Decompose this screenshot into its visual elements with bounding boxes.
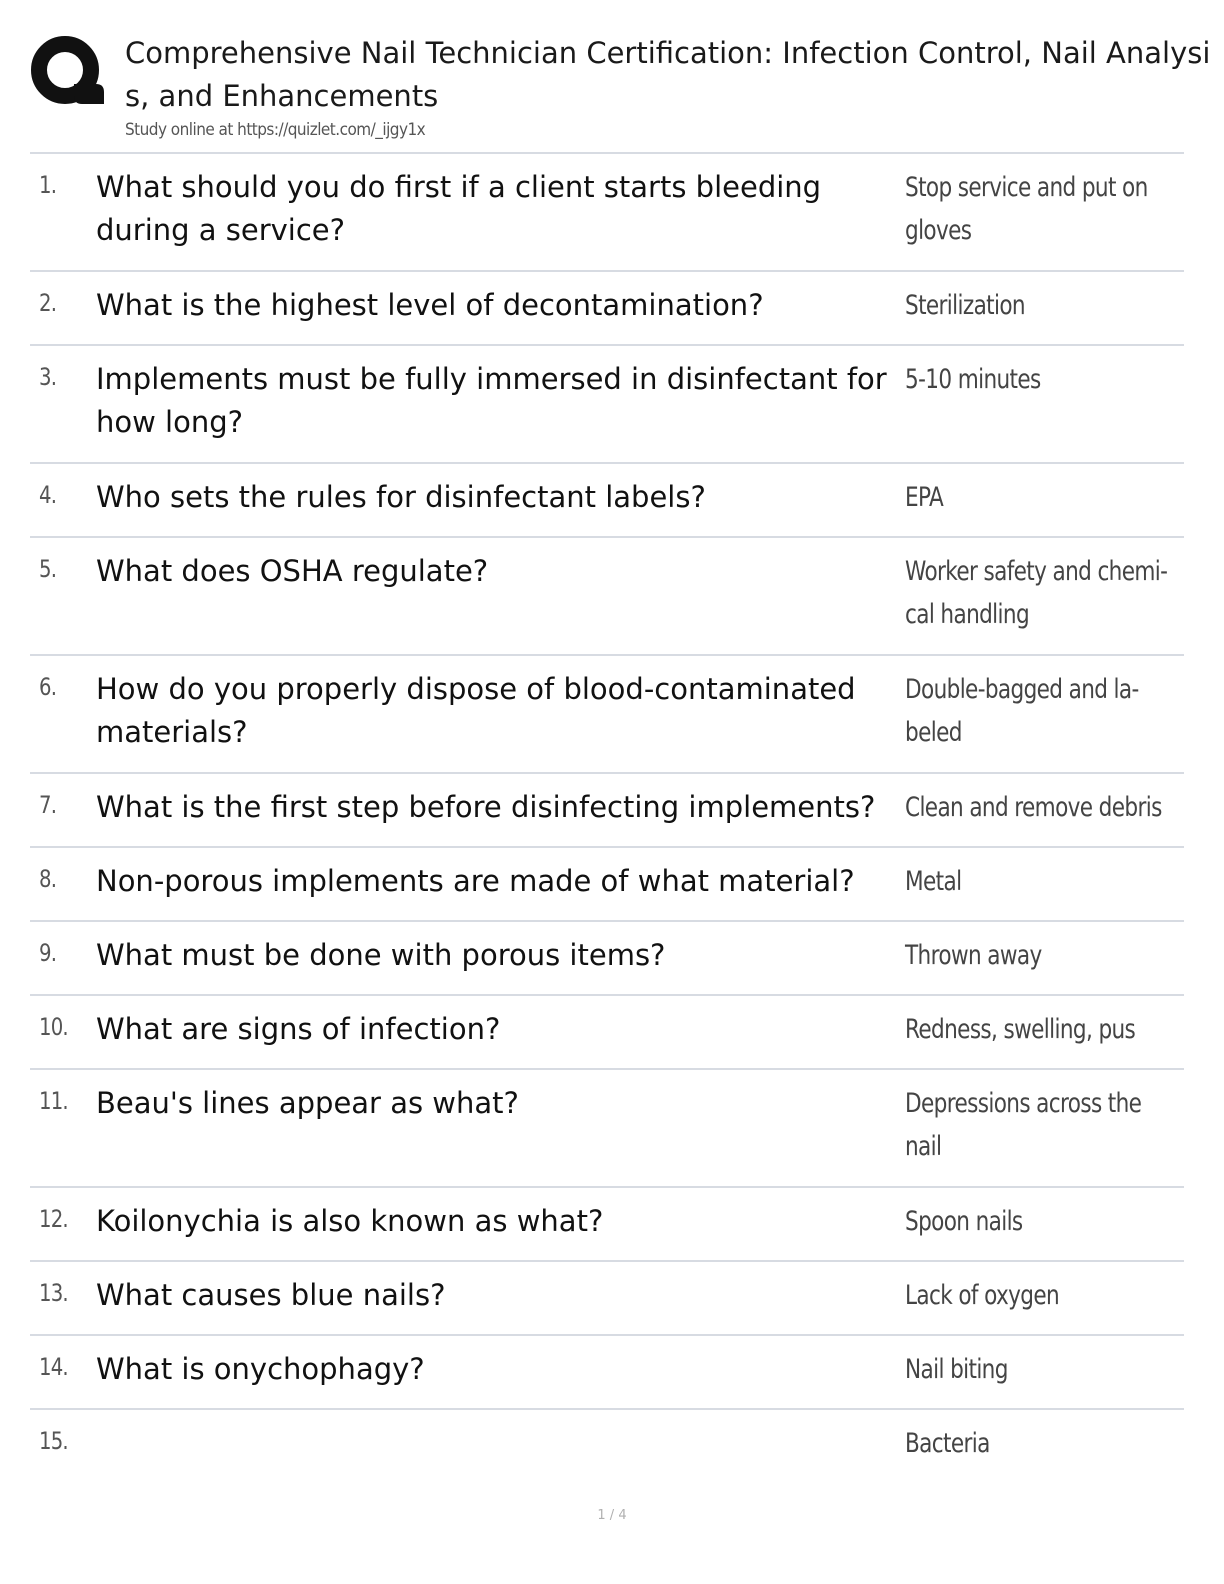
study-online-link[interactable]: Study online at https://quizlet.com/_ijgy1x [125,120,426,140]
card-definition: Double-bagged and la- beled [905,674,1139,748]
card-definition: Bacteria [905,1428,990,1459]
flashcard-row [30,538,1184,656]
card-term: What must be done with porous items? [96,938,666,972]
card-number: 14. [39,1353,68,1381]
card-number: 10. [39,1013,68,1041]
card-term: What is the first step before disinfecting implements? [96,790,876,824]
card-number: 1. [39,171,57,199]
card-definition: Redness, swelling, pus [905,1014,1136,1045]
card-term: What does OSHA regulate? [96,554,489,588]
flashcard-row [30,464,1184,538]
card-term: Koilonychia is also known as what? [96,1204,604,1238]
card-definition: Sterilization [905,290,1025,321]
flashcard-row [30,774,1184,848]
card-number: 5. [39,555,57,583]
card-definition: Nail biting [905,1354,1008,1385]
card-number: 7. [39,791,57,819]
card-definition: Clean and remove debris [905,792,1162,823]
document-header [30,28,1220,152]
card-definition: Depressions across the nail [905,1088,1142,1162]
card-number: 4. [39,481,57,509]
card-number: 13. [39,1279,68,1307]
card-number: 3. [39,363,57,391]
flashcard-row [30,154,1184,272]
card-term: What are signs of infection? [96,1012,501,1046]
card-term: How do you properly dispose of blood-contaminated materials? [96,672,856,749]
flashcard-row [30,656,1184,774]
flashcard-list [30,154,1184,1484]
page-title: Comprehensive Nail Technician Certification: Infection Control, Nail Analysis, and Enhancements [125,36,1211,113]
card-number: 8. [39,865,57,893]
card-term: What is the highest level of decontamination? [96,288,764,322]
card-definition: 5-10 minutes [905,364,1041,395]
card-term: What is onychophagy? [96,1352,425,1386]
flashcard-row [30,922,1184,996]
card-definition: Metal [905,866,962,897]
flashcard-row [30,848,1184,922]
flashcard-row [30,1410,1184,1484]
card-term: Beau's lines appear as what? [96,1086,519,1120]
card-term: What should you do first if a client starts bleeding during a service? [96,170,822,247]
card-number: 11. [39,1087,68,1115]
card-definition: Lack of oxygen [905,1280,1060,1311]
flashcard-row [30,1336,1184,1410]
card-number: 9. [39,939,57,967]
card-term: Non-porous implements are made of what material? [96,864,855,898]
quizlet-logo-icon [30,34,104,108]
card-term: What causes blue nails? [96,1278,446,1312]
card-definition: Stop service and put on gloves [905,172,1148,246]
flashcard-row [30,1070,1184,1188]
card-number: 6. [39,673,57,701]
card-number: 12. [39,1205,68,1233]
card-definition: Thrown away [905,940,1042,971]
flashcard-row [30,996,1184,1070]
page-number: 1 / 4 [597,1508,627,1523]
flashcard-row [30,1188,1184,1262]
card-term: Implements must be fully immersed in disinfectant for how long? [96,362,887,439]
card-number: 15. [39,1427,68,1455]
flashcard-row [30,1262,1184,1336]
flashcard-row [30,272,1184,346]
card-number: 2. [39,289,57,317]
card-definition: Spoon nails [905,1206,1023,1237]
card-definition: EPA [905,482,944,513]
flashcard-row [30,346,1184,464]
card-term: Who sets the rules for disinfectant labels? [96,480,706,514]
card-definition: Worker safety and chemi- cal handling [905,556,1168,630]
